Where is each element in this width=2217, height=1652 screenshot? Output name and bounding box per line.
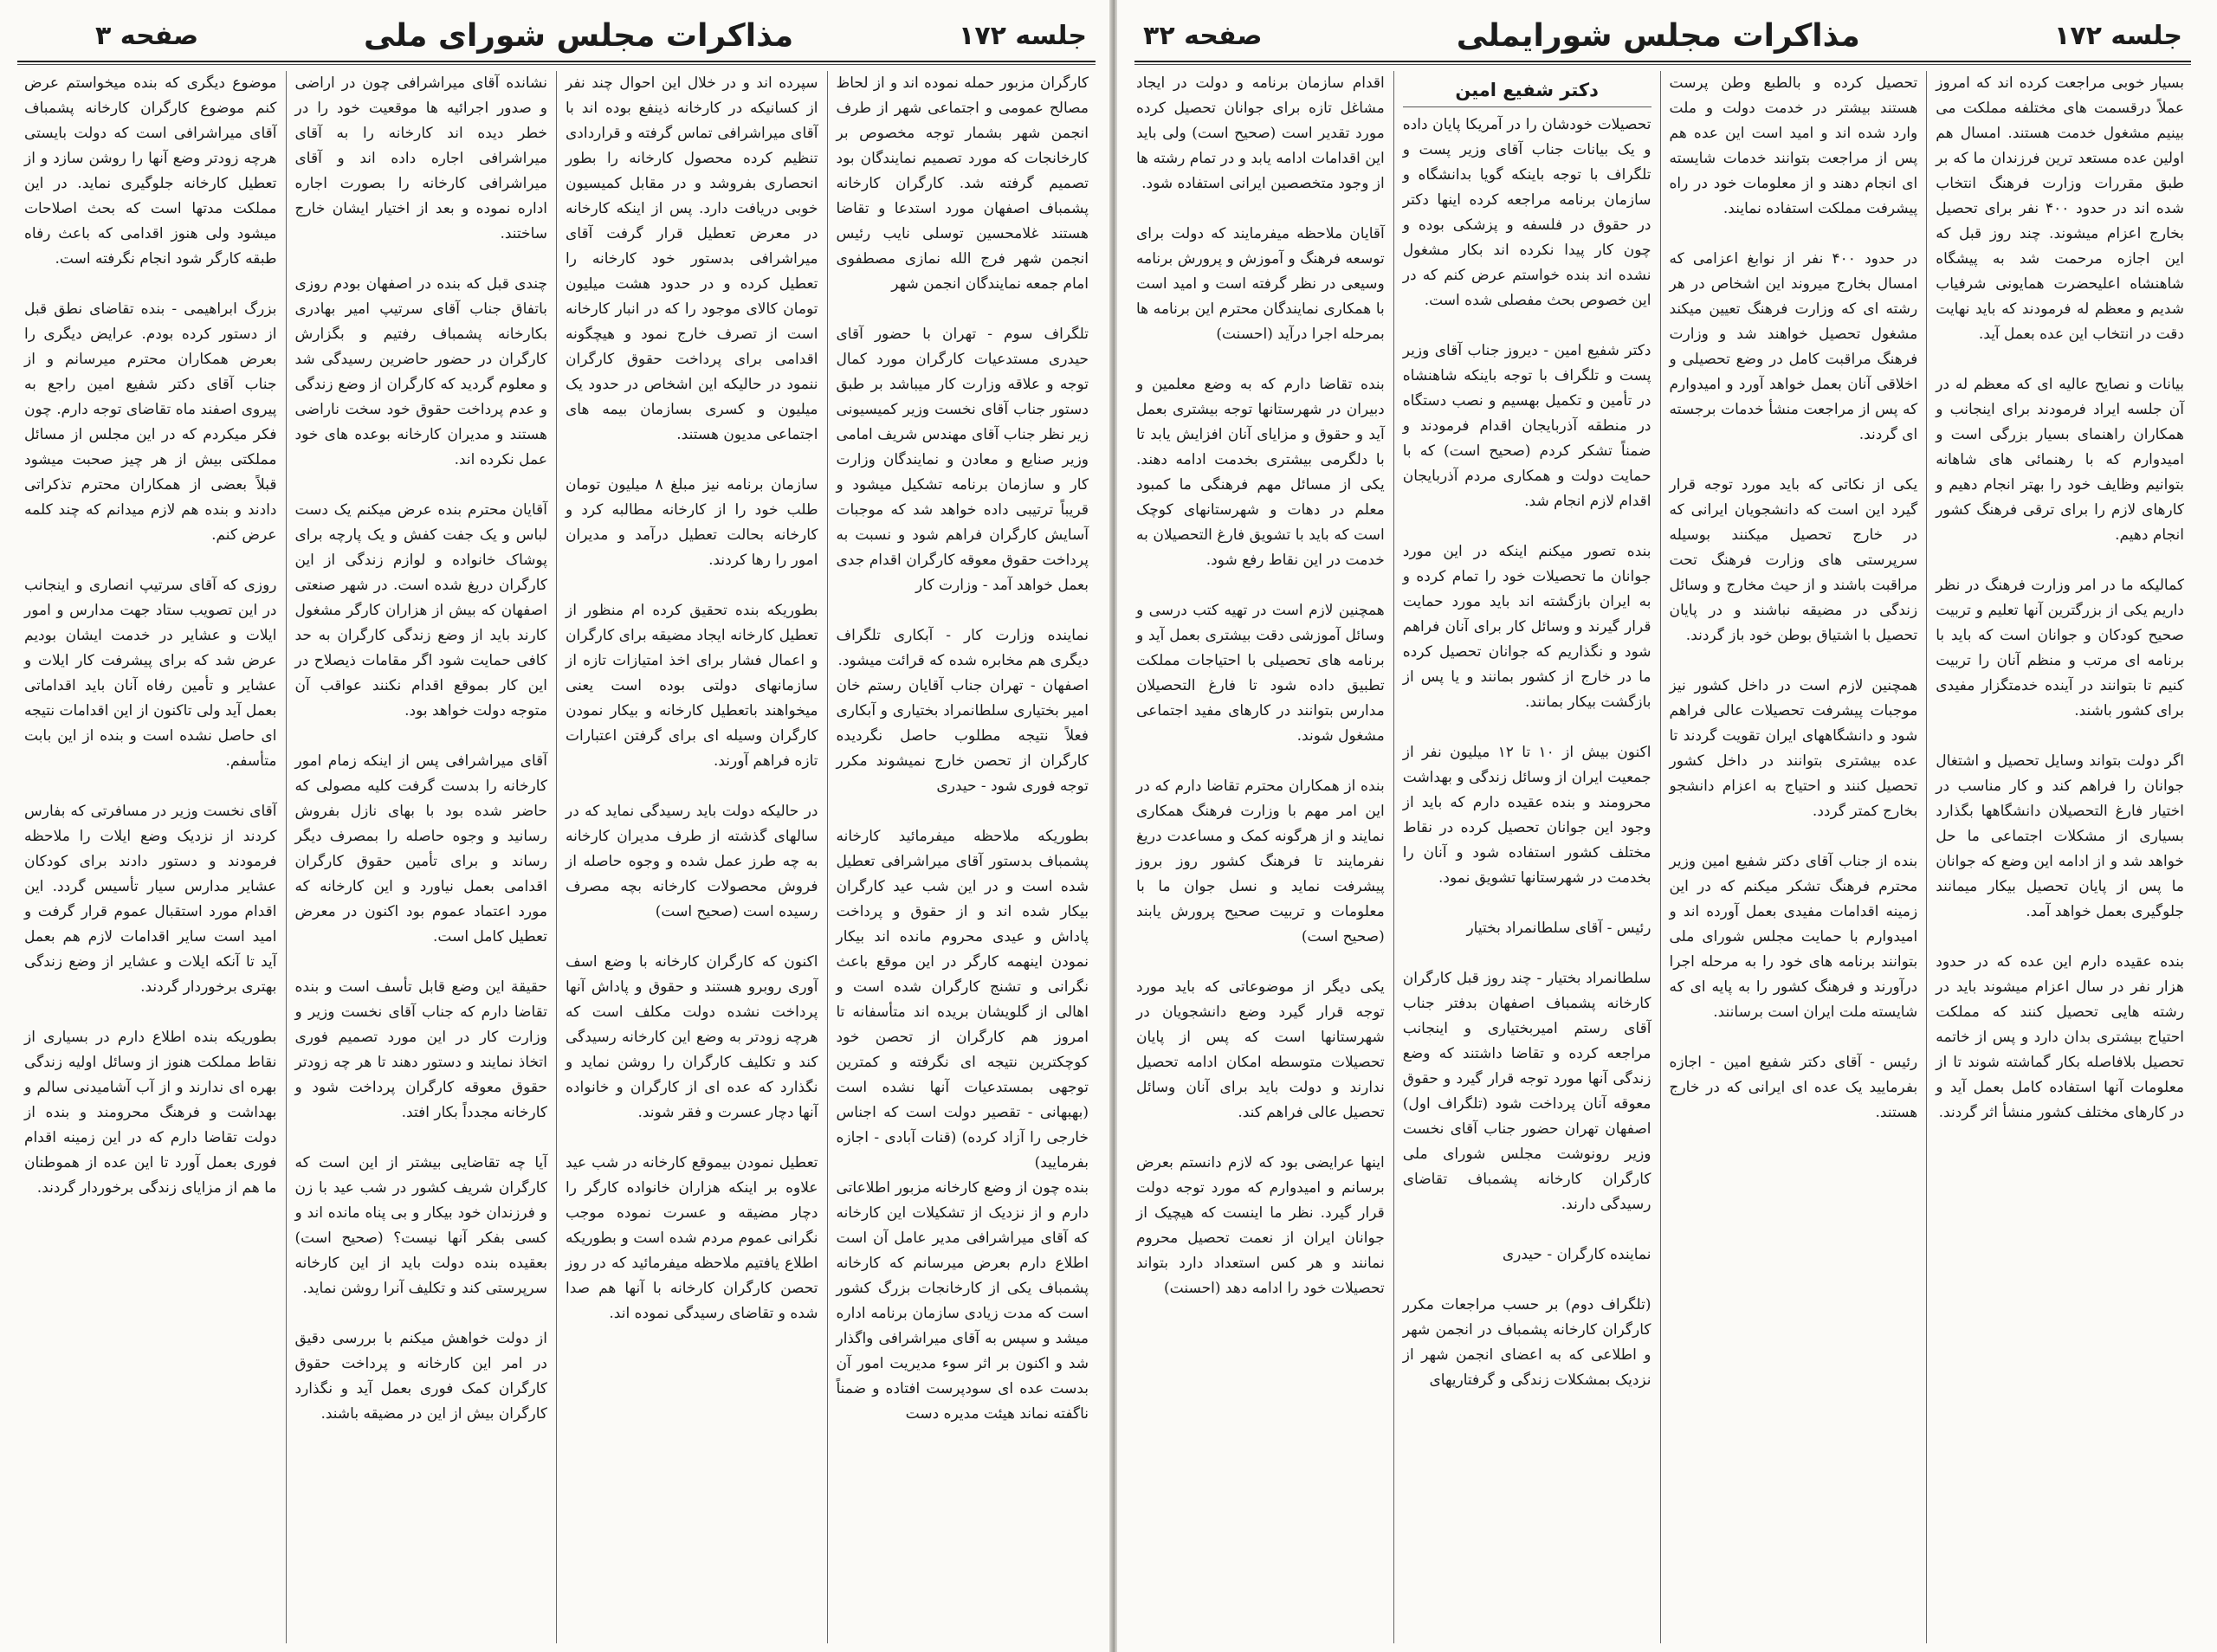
right-session-number: جلسه ۱۷۲ [2054, 20, 2182, 51]
left-column-1 [827, 71, 1098, 1643]
left-page-header [95, 12, 1087, 59]
left-column-3-text: نشانده آقای میراشرافی چون در اراضی و صدور اجرائیه ها موقعیت خود را در خطر دیده اند کارخانه را به آقای میراشرافی اجاره داده اند و آقای میراشرافی کارخانه را بصورت اجاره اداره نموده و بعد از اختیار ایشان خارج ساختند. چندی قبل که بنده در اصفهان بودم روزی باتفاق جناب آقای سرتیپ امیر بهادری بکارخانه پشمباف رفتیم و بگزارش کارگران در حضور حاضرین رسیدگی شد و معلوم گردید که کارگران از وضع زندگی و عدم پرداخت حقوق خود سخت ناراضی هستند و مدیران کارخانه بوعده های خود عمل نکرده اند. آقایان محترم بنده عرض میکنم یک دست لباس و یک جفت کفش و یک پارچه برای پوشاک خانواده و لوازم زندگی از این کارگران دریغ شده است. در شهر صنعتی اصفهان که بیش از هزاران کارگر مشغول کارند باید از وضع زندگی کارگران به حد کافی حمایت شود اگر مقامات ذیصلاح در این کار بموقع اقدام نکنند عواقب آن متوجه دولت خواهد بود. آقای میراشرافی پس از اینکه زمام امور کارخانه را بدست گرفت کلیه مصولی که حاضر شده بود با بهای نازل بفروش رسانید و وجوه حاصله را بمصرف دیگر رساند و برای تأمین حقوق کارگران اقدامی بعمل نیاورد و این کارخانه که مورد اعتماد عموم بود اکنون در معرض تعطیل کامل است. حقیقة این وضع قابل تأسف است و بنده تقاضا دارم که جناب آقای نخست وزیر و وزارت کار در این مورد تصمیم فوری اتخاذ نمایند و دستور دهند تا هر چه زودتر حقوق معوقه کارگران پرداخت شود و کارخانه مجدداً بکار افتد. آیا چه تقاضایی بیشتر از این است که کارگران شریف کشور در شب عید با زن و فرزندان خود بیکار و بی پناه مانده اند و کسی بفکر آنها نیست؟ (صحیح است) بعقیده بنده دولت باید از این کارخانه سرپرستی کند و تکلیف آنرا روشن نماید. از دولت خواهش میکنم با بررسی دقیق در امر این کارخانه و پرداخت حقوق کارگران کمک فوری بعمل آید و نگذارد کارگران بیش از این در مضیقه باشند. [294, 74, 547, 1423]
right-page-number: صفحه ۳۲ [1143, 20, 1263, 51]
right-page [1117, 0, 2217, 1652]
right-column-2-text: تحصیل کرده و بالطبع وطن پرست هستند بیشتر در خدمت دولت و ملت وارد شده اند و امید است این عده هم پس از مراجعت بتوانند خدمات شایسته ای انجام دهند و از معلومات خود در راه پیشرفت مملکت استفاده نمایند. در حدود ۴۰۰ نفر از نوابغ اعزامی که امسال بخارج میروند این اشخاص در هر رشته ای که وزارت فرهنگ تعیین میکند مشغول تحصیل خواهند شد و وزارت فرهنگ مراقبت کامل در وضع تحصیلی و اخلاقی آنان بعمل خواهد آورد و امیدوارم که پس از مراجعت منشأ خدمات برجسته ای گردند. یکی از نکاتی که باید مورد توجه قرار گیرد این است که دانشجویان ایرانی که در خارج تحصیل میکنند بوسیله سرپرستی های وزارت فرهنگ تحت مراقبت باشند و از حیث مخارج و وسائل زندگی در مضیقه نباشند و در پایان تحصیل با اشتیاق بوطن خود باز گردند. همچنین لازم است در داخل کشور نیز موجبات پیشرفت تحصیلات عالی فراهم شود و دانشگاههای ایران تقویت گردند تا عده بیشتری بتوانند در داخل کشور تحصیل کنند و احتیاج به اعزام دانشجو بخارج کمتر گردد. بنده از جناب آقای دکتر شفیع امین وزیر محترم فرهنگ تشکر میکنم که در این زمینه اقدامات مفیدی بعمل آورده اند و امیدوارم با حمایت مجلس شورای ملی بتوانند برنامه های خود را به مرحله اجرا درآورند و فرهنگ کشور را به پایه ای که شایسته ملت ایران است برسانند. رئیس - آقای دکتر شفیع امین - اجازه بفرمایید یک عده ای ایرانی که در خارج هستند. [1669, 74, 1918, 1121]
right-page-title: مذاکرات مجلس شورایملی [1456, 17, 1860, 54]
right-page-header [1143, 12, 2182, 59]
right-columns [1128, 71, 2193, 1643]
left-column-4-text: موضوع دیگری که بنده میخواستم عرض کنم موضوع کارگران کارخانه پشمباف آقای میراشرافی است که دولت بایستی هرچه زودتر وضع آنها را روشن سازد و از تعطیل کارخانه جلوگیری نماید. در این مملکت مدتها است که بحث اصلاحات میشود ولی هنوز اقدامی که باعث رفاه طبقه کارگر شود انجام نگرفته است. بزرگ ابراهیمی - بنده تقاضای نطق قبل از دستور کرده بودم. عرایض دیگری را بعرض همکاران محترم میرسانم و از جناب آقای دکتر شفیع امین راجع به پیروی اصفند ماه تقاضای توجه دارم. چون فکر میکردم که در این مجلس از مسائل مملکتی بیش از هر چیز صحبت میشود قبلاً بعضی از همکاران محترم تذکراتی دادند و بنده هم لازم میدانم که چند کلمه عرض کنم. روزی که آقای سرتیپ انصاری و اینجانب در این تصویب ستاد جهت مدارس و امور ایلات و عشایر در خدمت ایشان بودیم عرض شد که برای پیشرفت کار ایلات و عشایر و تأمین رفاه آنان باید اقداماتی بعمل آید ولی تاکنون از این اقدامات نتیجه ای حاصل نشده است و بنده از این بابت متأسفم. آقای نخست وزیر در مسافرتی که بفارس کردند از نزدیک وضع ایلات را ملاحظه فرمودند و دستور دادند برای کودکان عشایر مدارس سیار تأسیس گردد. این اقدام مورد استقبال عموم قرار گرفت و امید است سایر اقدامات لازم هم بعمل آید تا آنکه ایلات و عشایر از وضع زندگی بهتری برخوردار گردند. بطوریکه بنده اطلاع دارم در بسیاری از نقاط مملکت هنوز از وسائل اولیه زندگی بهره ای ندارند و از آب آشامیدنی سالم و بهداشت و فرهنگ محرومند و بنده از دولت تقاضا دارم که در این زمینه اقدام فوری بعمل آورد تا این عده از هموطنان ما هم از مزایای زندگی برخوردار گردند. [24, 74, 277, 1197]
left-page-title: مذاکرات مجلس شورای ملی [364, 17, 794, 54]
right-column-2 [1660, 71, 1927, 1643]
right-column-3 [1393, 71, 1660, 1643]
left-session-number: جلسه ۱۷۲ [959, 20, 1087, 51]
right-column-3-text: تحصیلات خودشان را در آمریکا پایان داده و یک بیانات جناب آقای وزیر پست و تلگراف با توجه باینکه گویا بدانشگاه و سازمان برنامه مراجعه کرده اینها دکتر در حقوق در فلسفه و پزشکی بوده و چون کار پیدا نکرده اند بکار مشغول نشده اند بنده خواستم عرض کنم که در این خصوص بحث مفصلی شده است. دکتر شفیع امین - دیروز جناب آقای وزیر پست و تلگراف با توجه باینکه شاهنشاه در تأمین و تکمیل بهسیم و نصب دستگاه در منطقه آذربایجان اقدام فرمودند و ضمناً تشکر کردم (صحیح است) که با حمایت دولت و همکاری مردم آذربایجان اقدام لازم انجام شد. بنده تصور میکنم اینکه در این مورد جوانان ما تحصیلات خود را تمام کرده و به ایران بازگشته اند باید مورد حمایت قرار گیرند و وسائل کار برای آنان فراهم شود و نگذاریم که جوانان تحصیل کرده ما در خارج از کشور بمانند و یا پس از بازگشت بیکار بمانند. اکنون بیش از ۱۰ تا ۱۲ میلیون نفر از جمعیت ایران از وسائل زندگی و بهداشت محرومند و بنده عقیده دارم که باید از وجود این جوانان تحصیل کرده در نقاط مختلف کشور استفاده شود و آنان را بخدمت در شهرستانها تشویق نمود. رئیس - آقای سلطانمراد بختیار سلطانمراد بختیار - چند روز قبل کارگران کارخانه پشمباف اصفهان بدفتر جناب آقای رستم امیربختیاری و اینجانب مراجعه کرده و تقاضا داشتند که وضع زندگی آنها مورد توجه قرار گیرد و حقوق معوقه آنان پرداخت شود (تلگراف اول) اصفهان تهران حضور جناب آقای نخست وزیر رونوشت مجلس شورای ملی کارگران کارخانه پشمباف تقاضای رسیدگی دارند. نماینده کارگران - حیدری (تلگراف دوم) بر حسب مراجعات مکرر کارگران کارخانه پشمباف در انجمن شهر و اطلاعی که به اعضای انجمن شهر از نزدیک بمشکلات زندگی و گرفتاریهای [1402, 116, 1651, 1389]
left-column-4 [16, 71, 286, 1643]
left-columns [16, 71, 1097, 1643]
right-header-rule [1134, 61, 2191, 65]
right-column-3-speaker-heading: دکتر شفیع امین [1403, 78, 1651, 107]
left-page-number: صفحه ۳ [95, 20, 199, 51]
right-column-4 [1128, 71, 1393, 1643]
right-column-1-text: بسیار خوبی مراجعت کرده اند که امروز عملاً درقسمت های مختلفه مملکت می بینیم مشغول خدمت هستند. امسال هم اولین عده مستعد ترین فرزندان ما که بر طبق مقررات وزارت فرهنگ انتخاب شده اند در حدود ۴۰۰ نفر برای تحصیل بخارج اعزام میشوند. چند روز قبل که این اجازه مرحمت شد به پیشگاه شاهنشاه اعلیحضرت همایونی شرفیاب شدیم و معظم له فرمودند که باید نهایت دقت در انتخاب این عده بعمل آید. بیانات و نصایح عالیه ای که معظم له در آن جلسه ایراد فرمودند برای اینجانب و همکاران راهنمای بسیار بزرگی است و امیدوارم که با رهنمائی های شاهانه بتوانیم وظایف خود را بهتر انجام دهیم و کارهای لازم را برای ترقی فرهنگ کشور انجام دهیم. کمالیکه ما در امر وزارت فرهنگ در نظر داریم یکی از بزرگترین آنها تعلیم و تربیت صحیح کودکان و جوانان است که باید با برنامه ای مرتب و منظم آنان را تربیت کنیم تا بتوانند در آینده خدمتگزار مفیدی برای کشور باشند. اگر دولت بتواند وسایل تحصیل و اشتغال جوانان را فراهم کند و کار مناسب در اختیار فارغ التحصیلان دانشگاهها بگذارد بسیاری از مشکلات اجتماعی ما حل خواهد شد و از ادامه این وضع که جوانان ما پس از پایان تحصیل بیکار میمانند جلوگیری بعمل خواهد آمد. بنده عقیده دارم این عده که در حدود هزار نفر در سال اعزام میشوند باید در رشته هایی تحصیل کنند که مملکت احتیاج بیشتری بدان دارد و پس از خاتمه تحصیل بلافاصله بکار گماشته شوند تا از معلومات آنها استفاده کامل بعمل آید و در کارهای مختلف کشور منشأ اثر گردند. [1936, 74, 2184, 1121]
left-column-2-text: سپرده اند و در خلال این احوال چند نفر از کسانیکه در کارخانه ذینفع بوده اند با آقای میراشرافی تماس گرفته و قراردادی تنظیم کرده محصول کارخانه را بطور انحصاری بفروشد و در مقابل کمیسیون خوبی دریافت دارد. پس از اینکه کارخانه در معرض تعطیل قرار گرفت آقای میراشرافی بدستور خود کارخانه را تعطیل کرده و در حدود هشت میلیون تومان کالای موجود را که در انبار کارخانه است از تصرف خارج نمود و هیچگونه اقدامی برای پرداخت حقوق کارگران ننمود در حالیکه این اشخاص در حدود یک میلیون و کسری بسازمان بیمه های اجتماعی مدیون هستند. سازمان برنامه نیز مبلغ ۸ میلیون تومان طلب خود را از کارخانه مطالبه کرد و کارخانه بحالت تعطیل درآمد و مدیران امور را رها کردند. بطوریکه بنده تحقیق کرده ام منظور از تعطیل کارخانه ایجاد مضیقه برای کارگران و اعمال فشار برای اخذ امتیازات تازه از سازمانهای دولتی بوده است یعنی میخواهند باتعطیل کارخانه و بیکار نمودن کارگران وسیله ای برای گرفتن اعتبارات تازه فراهم آورند. در حالیکه دولت باید رسیدگی نماید که در سالهای گذشته از طرف مدیران کارخانه به چه طرز عمل شده و وجوه حاصله از فروش محصولات کارخانه بچه مصرف رسیده است (صحیح است) اکنون که کارگران کارخانه با وضع اسف آوری روبرو هستند و حقوق و پاداش آنها پرداخت نشده دولت مکلف است که هرچه زودتر به وضع این کارخانه رسیدگی کند و تکلیف کارگران را روشن نماید و نگذارد که عده ای از کارگران و خانواده آنها دچار عسرت و فقر شوند. تعطیل نمودن بیموقع کارخانه در شب عید علاوه بر اینکه هزاران خانواده کارگر را دچار مضیقه و عسرت نموده موجب نگرانی عموم مردم شده است و بطوریکه اطلاع یافتیم ملاحظه میفرمائید که در روز تحصن کارگران کارخانه با آنها هم صدا شده و تقاضای رسیدگی نموده اند. [566, 74, 818, 1322]
left-column-2 [556, 71, 827, 1643]
right-column-1 [1926, 71, 2193, 1643]
right-column-4-text: اقدام سازمان برنامه و دولت در ایجاد مشاغل تازه برای جوانان تحصیل کرده مورد تقدیر است (صحیح است) ولی باید این اقدامات ادامه یابد و در تمام رشته ها از وجود متخصصین ایرانی استفاده شود. آقایان ملاحظه میفرمایند که دولت برای توسعه فرهنگ و آموزش و پرورش برنامه وسیعی در نظر گرفته است و امید است با همکاری نمایندگان محترم این برنامه ها بمرحله اجرا درآید (احسنت) بنده تقاضا دارم که به وضع معلمین و دبیران در شهرستانها توجه بیشتری بعمل آید و حقوق و مزایای آنان افزایش یابد تا با دلگرمی بیشتری بخدمت ادامه دهند. یکی از مسائل مهم فرهنگی ما کمبود معلم در دهات و شهرستانهای کوچک است که باید با تشویق فارغ التحصیلان به خدمت در این نقاط رفع شود. همچنین لازم است در تهیه کتب درسی و وسائل آموزشی دقت بیشتری بعمل آید و برنامه های تحصیلی با احتیاجات مملکت تطبیق داده شود تا فارغ التحصیلان مدارس بتوانند در کارهای مفید اجتماعی مشغول شوند. بنده از همکاران محترم تقاضا دارم که در این امر مهم با وزارت فرهنگ همکاری نمایند و از هرگونه کمک و مساعدت دریغ نفرمایند تا فرهنگ کشور روز بروز پیشرفت نماید و نسل جوان ما با معلومات و تربیت صحیح پرورش یابند (صحیح است) یکی دیگر از موضوعاتی که باید مورد توجه قرار گیرد وضع دانشجویان در شهرستانها است که پس از پایان تحصیلات متوسطه امکان ادامه تحصیل ندارند و دولت باید برای آنان وسائل تحصیل عالی فراهم کند. اینها عرایضی بود که لازم دانستم بعرض برسانم و امیدوارم که مورد توجه دولت قرار گیرد. نظر ما اینست که هیچیک از جوانان ایران از نعمت تحصیل محروم نمانند و هر کس استعداد دارد بتواند تحصیلات خود را ادامه دهد (احسنت) [1136, 74, 1385, 1297]
left-column-1-text: کارگران مزبور حمله نموده اند و از لحاظ مصالح عمومی و اجتماعی شهر از طرف انجمن شهر بشمار توجه مخصوص بر کارخانجات که مورد تصمیم نمایندگان بود تصمیم گرفته شد. کارگران کارخانه پشمباف اصفهان مورد استدعا و تقاضا هستند غلامحسین توسلی نایب رئیس انجمن شهر فرج الله نمازی مصطفوی امام جمعه نمایندگان انجمن شهر تلگراف سوم - تهران با حضور آقای حیدری مستدعیات کارگران مورد کمال توجه و علاقه وزارت کار میباشد بر طبق دستور جناب آقای نخست وزیر کمیسیونی زیر نظر جناب آقای مهندس شریف امامی وزیر صنایع و معادن و نمایندگان وزارت کار و سازمان برنامه تشکیل میشود و قریباً ترتیبی داده خواهد شد که موجبات آسایش کارگران فراهم شود و نسبت به پرداخت حقوق معوقه کارگران اقدام جدی بعمل خواهد آمد - وزارت کار نماینده وزارت کار - آبکاری تلگراف دیگری هم مخابره شده که قرائت میشود. اصفهان - تهران جناب آقایان رستم خان امیر بختیاری سلطانمراد بختیاری و آبکاری فعلاً نتیجه مطلوب حاصل نگردیده کارگران از تحصن خارج نمیشوند مکرر توجه فوری شود - حیدری بطوریکه ملاحظه میفرمائید کارخانه پشمباف بدستور آقای میراشرافی تعطیل شده است و در این شب عید کارگران بیکار شده اند و از حقوق و پرداخت پاداش و عیدی محروم مانده اند بیکار نمودن اینهمه کارگر در این موقع باعث نگرانی و تشنج کارگران شده است و اهالی از گلویشان بریده اند متأسفانه تا امروز هم کارگران از تحصن خود کوچکترین نتیجه ای نگرفته و کمترین توجهی بمستدعیات آنها نشده است (بهبهانی - تقصیر دولت است که اجناس خارجی را آزاد کرده) (قنات آبادی - اجازه بفرمایید) بنده چون از وضع کارخانه مزبور اطلاعاتی دارم و از نزدیک از تشکیلات این کارخانه که آقای میراشرافی مدیر عامل آن است اطلاع دارم بعرض میرسانم که کارخانه پشمباف یکی از کارخانجات بزرگ کشور است که مدت زیادی سازمان برنامه اداره میشد و سپس به آقای میراشرافی واگذار شد و اکنون بر اثر سوء مدیریت امور آن بدست عده ای سودپرست افتاده و ضمناً ناگفته نماند هیئت مدیره دست [836, 74, 1089, 1423]
left-header-rule [17, 61, 1096, 65]
left-column-3 [286, 71, 557, 1643]
